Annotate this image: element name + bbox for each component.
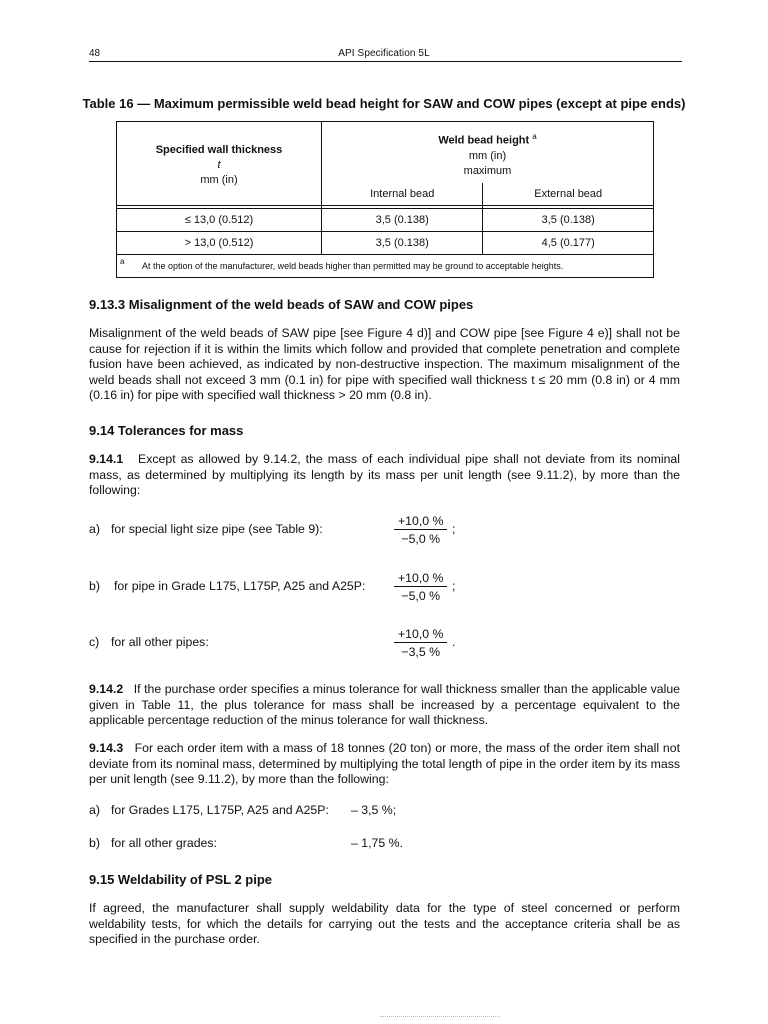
col-head-weld-bead-title: Weld bead height $^a$ bbox=[438, 132, 537, 147]
heading-9-14: 9.14 Tolerances for mass bbox=[89, 423, 244, 438]
col-head-wall-thickness-symbol: t bbox=[217, 158, 221, 171]
cell-thickness: > 13,0 (0.512) bbox=[117, 232, 322, 255]
list-item-text: for all other pipes: bbox=[111, 635, 209, 649]
list-item-text: for pipe in Grade L175, L175P, A25 and A25P: bbox=[114, 579, 366, 593]
tolerance-minus: −3,5 % bbox=[401, 645, 441, 659]
header-rule bbox=[89, 61, 682, 62]
clause-number: 9.14.3 bbox=[89, 741, 124, 755]
paragraph-9-14-3 bbox=[89, 741, 680, 788]
col-head-wall-thickness-title: Specified wall thickness bbox=[155, 143, 283, 156]
weld-bead-table bbox=[116, 121, 654, 278]
col-head-wall-thickness-unit: mm (in) bbox=[200, 173, 238, 186]
list-item-label: a) bbox=[89, 522, 100, 536]
tolerance-fraction bbox=[394, 627, 447, 659]
list-item-punct: . bbox=[452, 635, 456, 649]
list-item-punct: ; bbox=[452, 522, 456, 536]
cell-thickness: ≤ 13,0 (0.512) bbox=[117, 209, 322, 232]
list-item-punct: ; bbox=[452, 579, 456, 593]
tolerance-plus: +10,0 % bbox=[394, 627, 447, 643]
paragraph-9-14-2 bbox=[89, 682, 680, 729]
sub-head-internal: Internal bead bbox=[322, 183, 483, 206]
list-item-text: for special light size pipe (see Table 9): bbox=[111, 522, 323, 536]
list-item-label: a) bbox=[89, 803, 100, 817]
footnote-ref: a bbox=[532, 132, 537, 142]
cell-external: 4,5 (0.177) bbox=[483, 232, 654, 255]
paragraph-9-15: If agreed, the manufacturer shall supply weldability data for the type of steel concerned or perform weldability tests, for which the details for carrying out the tests and the acceptance criteria shall be as specified in the purchase order. bbox=[89, 901, 680, 946]
clause-text: For each order item with a mass of 18 tonnes (20 ton) or more, the mass of the order item shall not deviate from its nominal mass, determined by multiplying the total length of pipe in the order item by its mass per unit length (see 9.11.2), by more than the following: bbox=[89, 741, 680, 786]
tolerance-minus: −5,0 % bbox=[401, 532, 441, 546]
table-row bbox=[117, 232, 654, 255]
list-item-text: for all other grades: bbox=[111, 836, 217, 850]
footer-mark bbox=[380, 1016, 500, 1020]
tolerance-minus: −5,0 % bbox=[401, 589, 441, 603]
page-number: 48 bbox=[89, 48, 101, 59]
tolerance-plus: +10,0 % bbox=[394, 514, 447, 530]
grade-tolerance-value: – 3,5 %; bbox=[351, 803, 397, 817]
cell-external: 3,5 (0.138) bbox=[483, 209, 654, 232]
col-head-weld-bead-unit: mm (in) bbox=[468, 149, 507, 162]
clause-text: If the purchase order specifies a minus tolerance for wall thickness smaller than the applicable value given in Table 11, the plus tolerance for mass shall be increased by a percentage equivalent to the applicable percentage reduction of the minus tolerance for wall thickness. bbox=[89, 682, 680, 727]
col-head-wall-thickness bbox=[117, 122, 322, 206]
list-item-label: c) bbox=[89, 635, 100, 649]
clause-number: 9.14.1 bbox=[89, 452, 124, 466]
col-head-weld-bead-qualifier: maximum bbox=[463, 164, 512, 177]
table-footnote bbox=[117, 255, 654, 278]
paragraph-9-14-1 bbox=[89, 452, 680, 499]
footnote-text: At the option of the manufacturer, weld beads higher than permitted may be ground to acceptable heights. bbox=[142, 261, 564, 271]
list-item-label: b) bbox=[89, 836, 100, 850]
table-caption: Table 16 — Maximum permissible weld bead height for SAW and COW pipes (except at pipe ends) bbox=[82, 96, 686, 111]
heading-9-13-3: 9.13.3 Misalignment of the weld beads of SAW and COW pipes bbox=[89, 297, 474, 312]
list-item-text: for Grades L175, L175P, A25 and A25P: bbox=[111, 803, 329, 817]
tolerance-fraction bbox=[394, 571, 447, 603]
col-head-weld-bead-height bbox=[322, 122, 654, 184]
paragraph-9-13-3: Misalignment of the weld beads of SAW pipe [see Figure 4 d)] and COW pipe [see Figure 4 e)] shall not be cause for rejection if it is within the limits which follow and provided that complete penetration and complete fusion have been achieved, as indicated by non-destructive inspection. The maximum misalignment of the weld beads shall not exceed 3 mm (0.1 in) for pipe with specified wall thickness t ≤ 20 mm (0.8 in) or 4 mm (0.16 in) for pipe with specified wall thickness > 20 mm (0.8 in). bbox=[89, 326, 680, 402]
grade-tolerance-value: – 1,75 %. bbox=[351, 836, 403, 850]
clause-number: 9.14.2 bbox=[89, 682, 124, 696]
tolerance-plus: +10,0 % bbox=[394, 571, 447, 587]
sub-head-external: External bead bbox=[483, 183, 654, 206]
tolerance-fraction bbox=[394, 514, 447, 546]
cell-internal: 3,5 (0.138) bbox=[322, 232, 483, 255]
list-item-label: b) bbox=[89, 579, 100, 593]
heading-9-15: 9.15 Weldability of PSL 2 pipe bbox=[89, 872, 273, 887]
clause-text: Except as allowed by 9.14.2, the mass of each individual pipe shall not deviate from its nominal mass, as determined by multiplying its length by its mass per unit length (see 9.11.2), by more than the following: bbox=[89, 452, 680, 497]
table-row bbox=[117, 209, 654, 232]
running-title: API Specification 5L bbox=[338, 48, 430, 59]
footnote-mark: a bbox=[120, 257, 125, 266]
cell-internal: 3,5 (0.138) bbox=[322, 209, 483, 232]
